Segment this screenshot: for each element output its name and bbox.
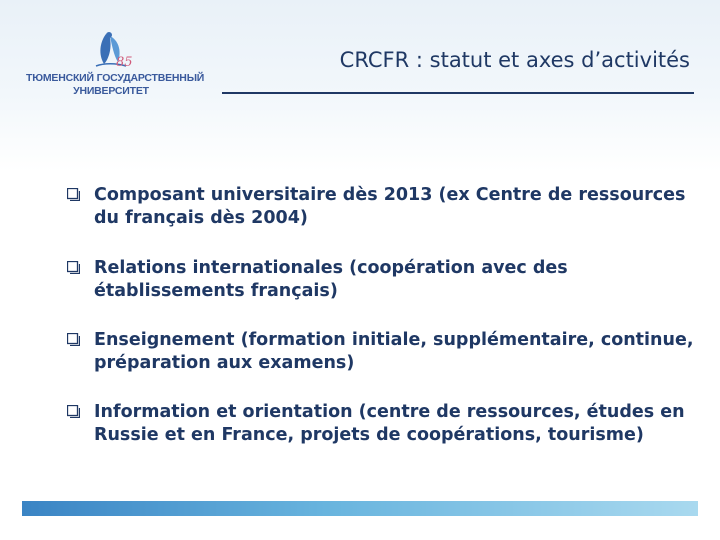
- bullet-text: Information et orientation (centre de ressources, études en Russie et en France, projets de coopérations, tourisme): [94, 402, 685, 445]
- bullet-text: Relations internationales (coopération avec des établissements français): [94, 258, 568, 301]
- logo-university-name-line2: УНИВЕРСИТЕТ: [73, 85, 149, 97]
- checkbox-bullet-icon: [67, 261, 80, 274]
- checkbox-bullet-icon: [67, 188, 80, 201]
- university-logo: [26, 30, 205, 110]
- bullet-text: Enseignement (formation initiale, supplémentaire, continue, préparation aux examens): [94, 330, 694, 373]
- slide-title: CRCFR : statut et axes d’activités: [339, 48, 690, 72]
- checkbox-bullet-icon: [67, 405, 80, 418]
- svg-text:85: 85: [116, 55, 133, 70]
- logo-university-name-line1: ТЮМЕНСКИЙ ГОСУДАРСТВЕННЫЙ: [26, 72, 205, 84]
- university-logo-icon: [90, 30, 134, 76]
- title-underline: [222, 92, 694, 94]
- footer-bar: [22, 501, 698, 516]
- checkbox-bullet-icon: [67, 333, 80, 346]
- bullet-text: Composant universitaire dès 2013 (ex Centre de ressources du français dès 2004): [94, 185, 686, 228]
